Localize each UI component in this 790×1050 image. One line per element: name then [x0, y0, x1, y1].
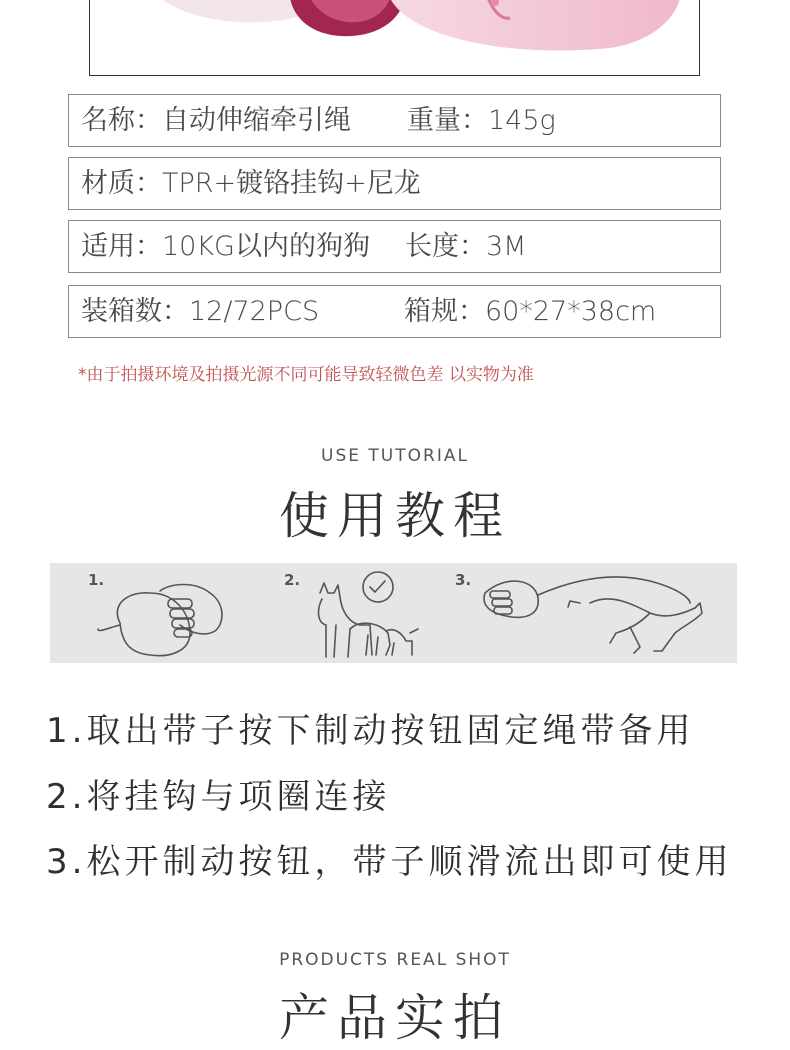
tutorial-cn-title: 使用教程	[279, 487, 511, 545]
spec-usage: 适用：10KG以内的狗狗	[81, 231, 370, 262]
step-3-illustration	[455, 571, 702, 653]
spec-box-size: 箱规：60*27*38cm	[404, 296, 657, 327]
color-disclaimer: *由于拍摄环境及拍摄光源不同可能导致轻微色差 以实物为准	[78, 365, 534, 385]
spec-material: 材质：TPR+镀铬挂钩+尼龙	[81, 168, 421, 199]
spec-row-usage-length	[68, 220, 721, 273]
tutorial-step-2: 2.将挂钩与项圈连接	[46, 777, 391, 817]
spec-row-packing	[68, 285, 721, 338]
spec-row-material	[68, 157, 721, 210]
product-image-frame	[89, 0, 700, 76]
step-1-number: 1.	[88, 571, 105, 589]
tutorial-illustration	[50, 563, 737, 663]
real-shot-cn-title: 产品实拍	[279, 989, 511, 1047]
tutorial-step-3: 3.松开制动按钮，带子顺滑流出即可使用	[46, 842, 733, 882]
step-1-illustration	[88, 571, 222, 656]
step-3-number: 3.	[455, 571, 472, 589]
spec-weight: 重量：145g	[407, 105, 556, 136]
step-2-number: 2.	[284, 571, 301, 589]
spec-name: 名称：自动伸缩牵引绳	[81, 105, 351, 136]
tutorial-step-1: 1.取出带子按下制动按钮固定绳带备用	[46, 711, 695, 751]
spec-length: 长度：3M	[405, 231, 527, 262]
spec-row-name-weight	[68, 94, 721, 147]
spec-box-qty: 装箱数：12/72PCS	[81, 296, 320, 327]
tutorial-en-title: USE TUTORIAL	[321, 446, 469, 466]
real-shot-en-title: PRODUCTS REAL SHOT	[279, 950, 511, 970]
leash-product-image	[90, 0, 700, 76]
step-2-illustration	[284, 571, 418, 657]
